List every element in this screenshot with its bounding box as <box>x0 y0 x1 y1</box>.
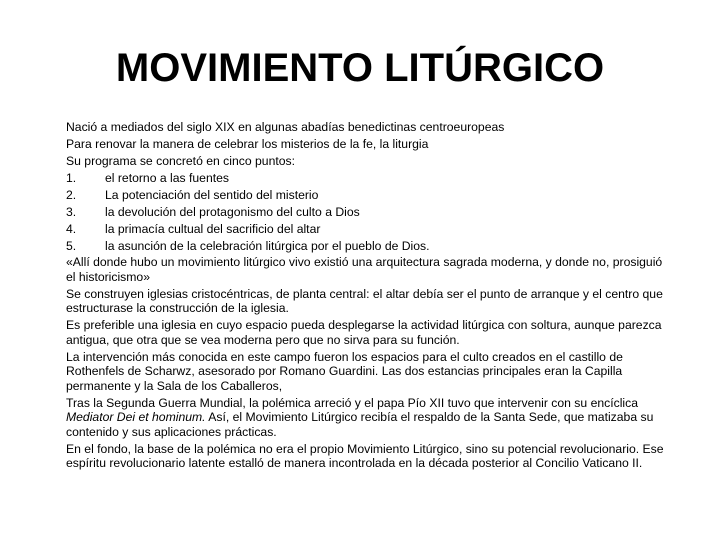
space-paragraph: Es preferible una iglesia en cuyo espacio pueda desplegarse la actividad litúrgica con soltura, aunque parezca antigua, que otra que se vea moderna pero que no sirva para su función. <box>66 318 662 347</box>
list-item-text: el retorno a las fuentes <box>105 171 229 185</box>
list-item-text: la devolución del protagonismo del culto a Dios <box>105 205 360 219</box>
quote-paragraph: «Allí donde hubo un movimiento litúrgico vivo existió una arquitectura sagrada moderna, y donde no, prosiguió el historicismo» <box>66 255 663 284</box>
list-item <box>66 170 672 187</box>
list-item-text: La potenciación del sentido del misterio <box>105 188 319 202</box>
postwar-text-end: Así, el Movimiento Litúrgico recibía el respaldo de la Santa Sede, que matizaba su contenido y sus aplicaciones prácticas. <box>66 410 654 439</box>
intro-line-program: Su programa se concretó en cinco puntos: <box>66 154 295 168</box>
list-item <box>66 221 672 238</box>
list-item-number: 5. <box>66 239 77 253</box>
intervention-paragraph: La intervención más conocida en este campo fueron los espacios para el culto creados en el castillo de Rothenfels de Scharwz, asesorado por Romano Guardini. Las dos estancias principales eran la Capilla permanente y la Sala de los Caballeros, <box>66 349 623 393</box>
postwar-text-start: Tras la Segunda Guerra Mundial, la polémica arreció y el papa Pío XII tuvo que intervenir con su encíclica <box>66 395 638 410</box>
intro-line-purpose: Para renovar la manera de celebrar los misterios de la fe, la liturgia <box>66 137 429 151</box>
encyclical-title: Mediator Dei et hominum. <box>66 410 206 424</box>
churches-paragraph: Se construyen iglesias cristocéntricas, de planta central: el altar debía ser el punto de arranque y el centro que estructurase la construcción de la iglesia. <box>66 286 663 315</box>
list-item <box>66 238 672 255</box>
intro-line-origin: Nació a mediados del siglo XIX en algunas abadías benedictinas centroeuropeas <box>66 120 505 134</box>
list-item-number: 4. <box>66 222 77 236</box>
list-item-number: 2. <box>66 188 77 202</box>
slide-title: MOVIMIENTO LITÚRGICO <box>115 46 605 90</box>
list-item-text: la primacía cultual del sacrificio del altar <box>105 222 321 236</box>
postwar-paragraph <box>66 396 672 440</box>
list-item-text: la asunción de la celebración litúrgica por el pueblo de Dios. <box>105 239 430 253</box>
slide-body <box>66 119 672 473</box>
list-item-number: 3. <box>66 205 77 219</box>
list-item <box>66 187 672 204</box>
conclusion-paragraph: En el fondo, la base de la polémica no era el propio Movimiento Litúrgico, sino su potencial revolucionario. Ese espíritu revolucionario latente estalló de manera incontrolada en la década posterior al Concilio Vaticano II. <box>66 441 664 470</box>
list-item <box>66 204 672 221</box>
list-item-number: 1. <box>66 171 77 185</box>
